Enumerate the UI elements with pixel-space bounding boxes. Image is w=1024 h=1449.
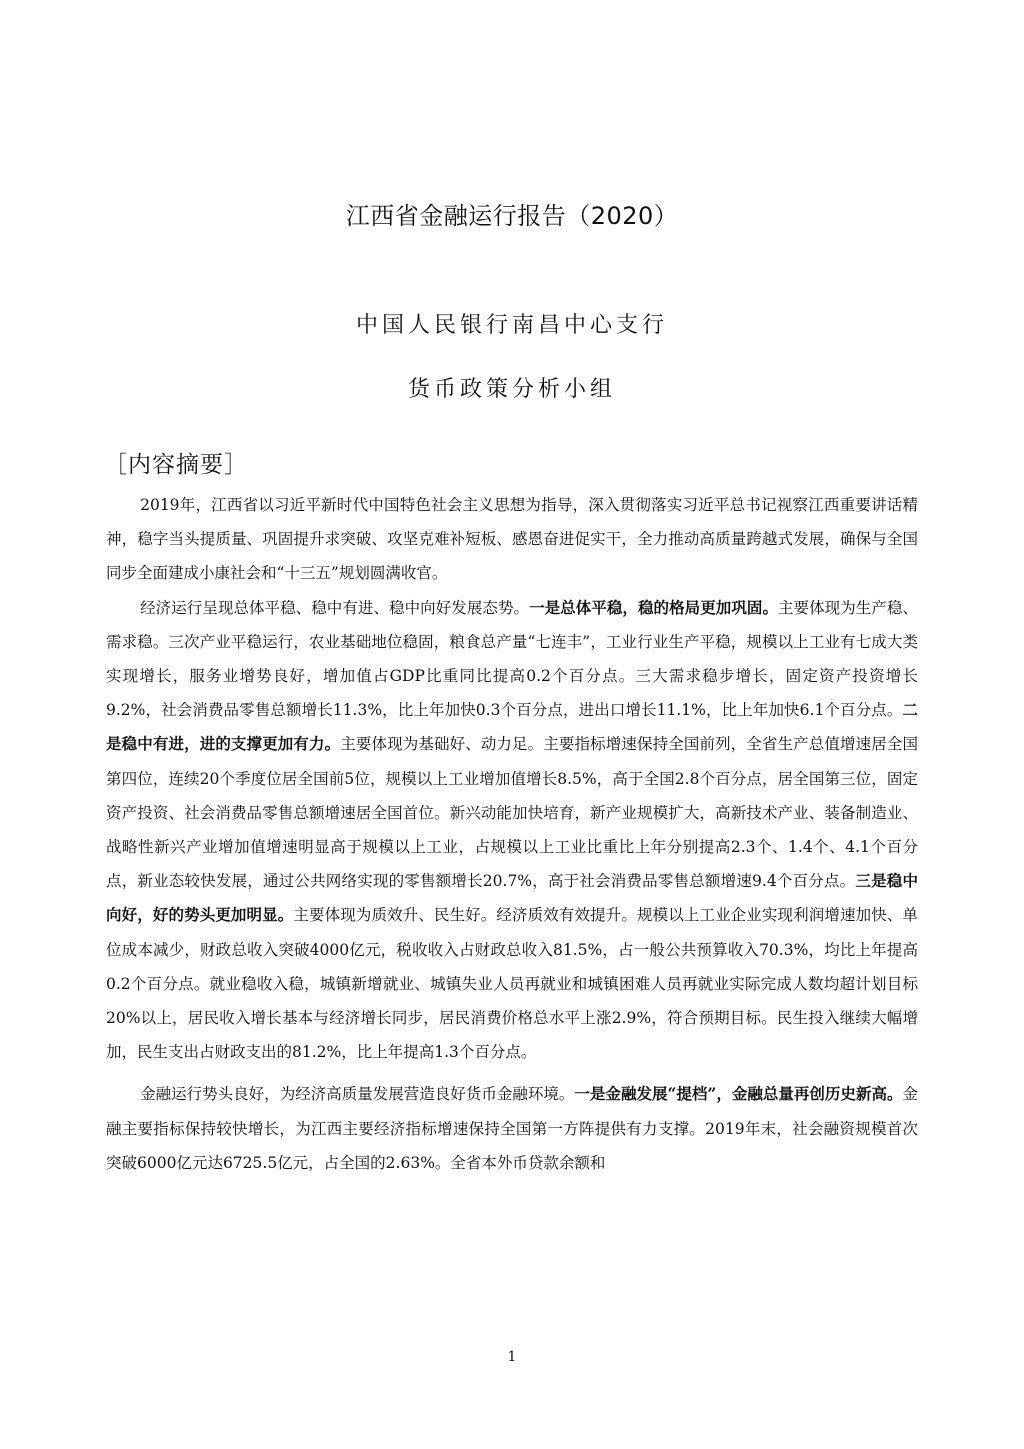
paragraph-economy-bold-3: 三是稳中向好，好的势头更加明显。 [106,871,918,925]
paragraph-economy-text-2: 主要体现为生产稳、需求稳。三次产业平稳运行，农业基础地位稳固，粮食总产量“七连丰”，工业行业生产平稳，规模以上工业有七成大类实现增长，服务业增势良好，增加值占GDP比重同比提高0.2个百分点。三大需求稳步增长，固定资产投资增长9.2%，社会消费品零售总额增长11.3%，比上年加快0.3个百分点，进出口增长11.1%，比上年加快6.1个百分点。 [106,598,918,720]
section-heading-summary: ［内容摘要］ [104,452,248,478]
paragraph-finance-text-1: 金融运行势头良好，为经济高质量发展营造良好货币金融环境。 [140,1085,575,1104]
paragraph-finance-text-2: 金融主要指标保持较快增长，为江西主要经济指标增速保持全国第一方阵提供有力支撑。2019年末，社会融资规模首次突破6000亿元达6725.5亿元，占全国的2.63%。全省本外币贷款余额和 [106,1085,918,1172]
paragraph-intro: 2019年，江西省以习近平新时代中国特色社会主义思想为指导，深入贯彻落实习近平总书记视察江西重要讲话精神，稳字当头提质量、巩固提升求突破、攻坚克难补短板、感恩奋进促实干，全力推动高质量跨越式发展，确保与全国同步全面建成小康社会和“十三五”规划圆满收官。 [106,496,918,583]
issuing-organization: 中国人民银行南昌中心支行 [355,313,668,338]
paragraph-economy-bold-2: 二是稳中有进，进的支撑更加有力。 [106,700,918,754]
paragraph-economy-text-4: 主要体现为质效升、民生好。经济质效有效提升。规模以上工业企业实现利润增速加快、单位成本减少，财政总收入突破4000亿元，税收收入占财政总收入81.5%，占一般公共预算收入70.3%，均比上年提高0.2个百分点。就业稳收入稳，城镇新增就业、城镇失业人员再就业和城镇困难人员再就业实际完成人数均超计划目标20%以上，居民收入增长基本与经济增长同步，居民消费价格总水平上涨2.9%，符合预期目标。民生投入继续大幅增加，民生支出占财政支出的81.2%，比上年提高1.3个百分点。 [106,906,918,1062]
report-title: 江西省金融运行报告（2020） [345,202,679,230]
summary-body [106,488,918,1180]
page-number: 1 [507,1349,517,1365]
paragraph-economy [106,591,918,1070]
paragraph-finance [106,1077,918,1180]
issuing-group: 货币政策分析小组 [407,377,616,402]
paragraph-finance-bold-1: 一是金融发展“提档”，金融总量再创历史新高。 [574,1084,903,1104]
paragraph-economy-text-1: 经济运行呈现总体平稳、稳中有进、稳中向好发展态势。 [140,598,530,617]
paragraph-economy-bold-1: 一是总体平稳，稳的格局更加巩固。 [529,597,778,617]
paragraph-economy-text-3: 主要体现为基础好、动力足。主要指标增速保持全国前列，全省生产总值增速居全国第四位，连续20个季度位居全国前5位，规模以上工业增加值增长8.5%，高于全国2.8个百分点，居全国第三位，固定资产投资、社会消费品零售总额增速居全国首位。新兴动能加快培育，新产业规模扩大，高新技术产业、装备制造业、战略性新兴产业增加值增速明显高于规模以上工业，占规模以上工业比重比上年分别提高2.3个、1.4个、4.1个百分点，新业态较快发展，通过公共网络实现的零售额增长20.7%，高于社会消费品零售总额增速9.4个百分点。 [106,735,918,891]
